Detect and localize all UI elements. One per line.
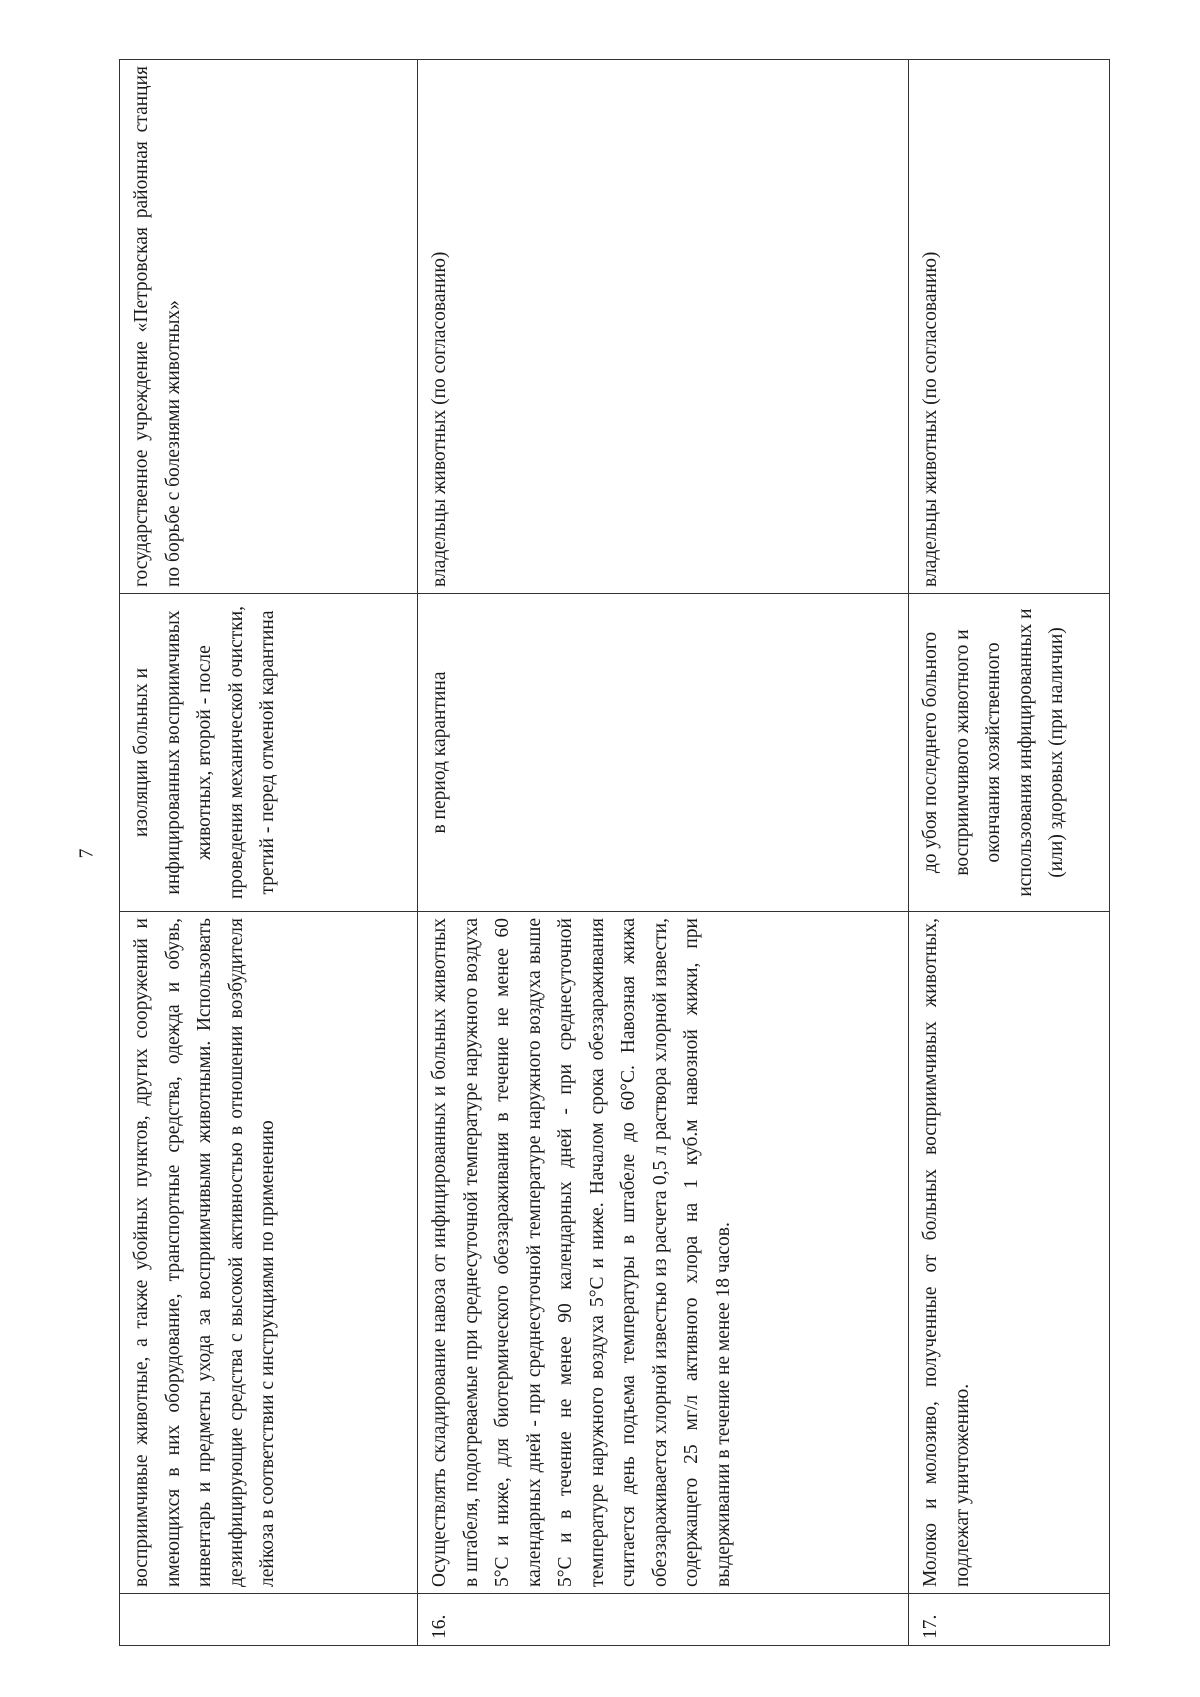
responsible-cell: владельцы животных (по согласованию) <box>909 60 1110 594</box>
action-cell: Молоко и молозиво, полученные от больных восприимчивых животных, подлежат уничтожению. <box>909 912 1110 1594</box>
row-number-cell: 16. <box>418 1594 909 1646</box>
responsible-cell: государственное учреждение «Петровская районная станция по борьбе с болезнями животных» <box>120 60 418 594</box>
term-cell: в период карантина <box>418 594 909 912</box>
measures-table-container <box>119 60 1092 1646</box>
term-cell: до убоя последнего больного восприимчивого животного и окончания хозяйственного использования инфицированных и (или) здоровых (при наличии) <box>909 594 1110 912</box>
term-cell: изоляции больных и инфицированных восприимчивых животных, второй - после проведения механической очистки, третий - перед отменой карантина <box>120 594 418 912</box>
table-row <box>418 60 909 1646</box>
action-cell: Осуществлять складирование навоза от инфицированных и больных животных в штабеля, подогреваемые при среднесуточной температуре наружного воздуха 5°С и ниже, для биотермического обеззараживания в течение не менее 60 календарных дней - при среднесуточной температуре наружного воздуха выше 5°С и в течение не менее 90 календарных дней - при среднесуточной температуре наружного воздуха 5°С и ниже. Началом срока обеззараживания считается день подъема температуры в штабеле до 60°С. Навозная жижа обеззараживается хлорной известью из расчета 0,5 л раствора хлорной извести, содержащего 25 мг/л активного хлора на 1 куб.м навозной жижи, при выдерживании в течение не менее 18 часов. <box>418 912 909 1594</box>
page-number: 7 <box>75 848 98 859</box>
table-row <box>120 60 418 1646</box>
measures-table <box>119 59 1110 1646</box>
table-row <box>909 60 1110 1646</box>
responsible-cell: владельцы животных (по согласованию) <box>418 60 909 594</box>
row-number-cell: 17. <box>909 1594 1110 1646</box>
action-cell: восприимчивые животные, а также убойных пунктов, других сооружений и имеющихся в них оборудование, транспортные средства, одежда и обувь, инвентарь и предметы ухода за восприимчивыми животными. Использовать дезинфицирующие средства с высокой активностью в отношении возбудителя лейкоза в соответствии с инструкциями по применению <box>120 912 418 1594</box>
row-number-cell <box>120 1594 418 1646</box>
